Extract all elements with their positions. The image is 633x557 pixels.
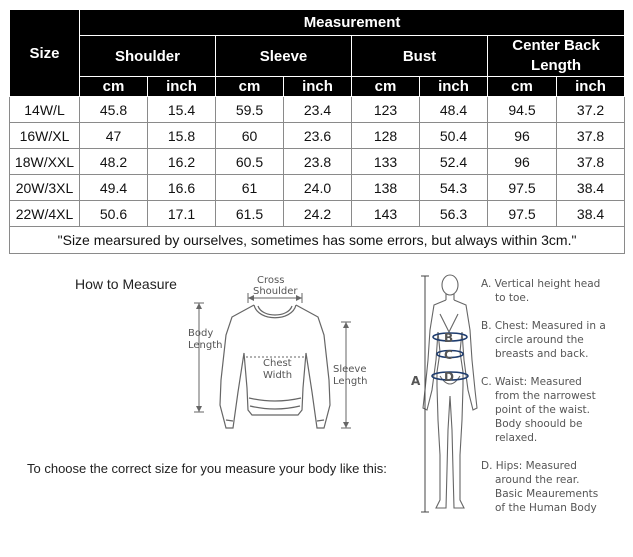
choose-size-instruction: To choose the correct size for you measure your body like this: xyxy=(27,461,387,476)
size-disclaimer-note: "Size mearsured by ourselves, sometimes has some errors, but always within 3cm." xyxy=(10,227,625,254)
sleeve-header: Sleeve xyxy=(216,36,352,77)
size-cell: 22W/4XL xyxy=(10,201,80,227)
table-cell: 59.5 xyxy=(216,97,284,123)
table-cell: 38.4 xyxy=(557,201,625,227)
marker-c: C xyxy=(444,348,453,362)
table-cell: 37.2 xyxy=(557,97,625,123)
table-cell: 138 xyxy=(352,175,420,201)
instruction-c-line: from the narrowest xyxy=(495,390,596,402)
instruction-c-line: relaxed. xyxy=(495,432,538,444)
table-cell: 61 xyxy=(216,175,284,201)
table-cell: 37.8 xyxy=(557,149,625,175)
table-cell: 56.3 xyxy=(420,201,488,227)
table-cell: 16.2 xyxy=(148,149,216,175)
unit-header: inch xyxy=(284,77,352,97)
size-cell: 18W/XXL xyxy=(10,149,80,175)
unit-header: cm xyxy=(80,77,148,97)
table-cell: 128 xyxy=(352,123,420,149)
table-cell: 16.6 xyxy=(148,175,216,201)
measurement-header: Measurement xyxy=(80,10,625,36)
table-cell: 15.4 xyxy=(148,97,216,123)
instruction-d-line: D. Hips: Measured xyxy=(481,460,577,472)
cross-shoulder-label: Shoulder xyxy=(253,286,298,297)
center-back-length-header: Center Back Length xyxy=(488,36,625,77)
size-cell: 14W/L xyxy=(10,97,80,123)
marker-d: D xyxy=(444,370,454,384)
size-cell: 20W/3XL xyxy=(10,175,80,201)
how-to-measure-title: How to Measure xyxy=(75,276,177,292)
unit-header: cm xyxy=(216,77,284,97)
instruction-b-line: circle around the xyxy=(495,334,584,346)
table-cell: 23.4 xyxy=(284,97,352,123)
instruction-a-line: to toe. xyxy=(495,292,530,304)
table-cell: 60 xyxy=(216,123,284,149)
bust-header: Bust xyxy=(352,36,488,77)
marker-b: B xyxy=(444,331,454,345)
table-cell: 45.8 xyxy=(80,97,148,123)
table-cell: 94.5 xyxy=(488,97,557,123)
body-length-label: Length xyxy=(188,340,223,351)
unit-header: inch xyxy=(420,77,488,97)
table-cell: 143 xyxy=(352,201,420,227)
table-cell: 60.5 xyxy=(216,149,284,175)
table-cell: 24.0 xyxy=(284,175,352,201)
table-cell: 48.2 xyxy=(80,149,148,175)
body-marker-labels xyxy=(411,331,454,388)
marker-a: A xyxy=(411,374,421,388)
unit-header: inch xyxy=(148,77,216,97)
table-cell: 123 xyxy=(352,97,420,123)
size-column-header: Size xyxy=(10,10,80,97)
table-cell: 23.8 xyxy=(284,149,352,175)
table-cell: 50.4 xyxy=(420,123,488,149)
table-cell: 54.3 xyxy=(420,175,488,201)
table-cell: 24.2 xyxy=(284,201,352,227)
table-cell: 23.6 xyxy=(284,123,352,149)
table-cell: 97.5 xyxy=(488,201,557,227)
table-cell: 17.1 xyxy=(148,201,216,227)
instruction-d-line: of the Human Body xyxy=(495,502,597,514)
instruction-d-line: around the rear. xyxy=(495,474,580,486)
measurement-instructions xyxy=(481,278,606,514)
instruction-c-line: C. Waist: Measured xyxy=(481,376,582,388)
chest-width-label: Width xyxy=(263,370,293,381)
table-cell: 37.8 xyxy=(557,123,625,149)
table-cell: 61.5 xyxy=(216,201,284,227)
instruction-b-line: breasts and back. xyxy=(495,348,589,360)
table-cell: 47 xyxy=(80,123,148,149)
sleeve-length-label: Sleeve xyxy=(333,364,367,375)
unit-header: cm xyxy=(352,77,420,97)
body-length-label: Body xyxy=(188,328,214,339)
sleeve-length-label: Length xyxy=(333,376,368,387)
size-cell: 16W/XL xyxy=(10,123,80,149)
cross-shoulder-label: Cross xyxy=(257,275,285,286)
unit-header: inch xyxy=(557,77,625,97)
human-body-illustration xyxy=(423,275,477,508)
instruction-c-line: Body shoould be xyxy=(495,418,583,430)
table-cell: 96 xyxy=(488,149,557,175)
table-cell: 49.4 xyxy=(80,175,148,201)
table-cell: 133 xyxy=(352,149,420,175)
table-cell: 50.6 xyxy=(80,201,148,227)
table-cell: 15.8 xyxy=(148,123,216,149)
table-cell: 38.4 xyxy=(557,175,625,201)
table-cell: 48.4 xyxy=(420,97,488,123)
table-cell: 96 xyxy=(488,123,557,149)
instruction-c-line: point of the waist. xyxy=(495,404,591,416)
chest-width-label: Chest xyxy=(263,358,292,369)
instruction-b-line: B. Chest: Measured in a xyxy=(481,320,606,332)
garment-labels xyxy=(188,275,368,387)
instruction-a-line: A. Vertical height head xyxy=(481,278,601,290)
unit-header: cm xyxy=(488,77,557,97)
instruction-d-line: Basic Meaurements xyxy=(495,488,599,500)
table-cell: 97.5 xyxy=(488,175,557,201)
shoulder-header: Shoulder xyxy=(80,36,216,77)
height-line xyxy=(421,276,429,512)
table-cell: 52.4 xyxy=(420,149,488,175)
